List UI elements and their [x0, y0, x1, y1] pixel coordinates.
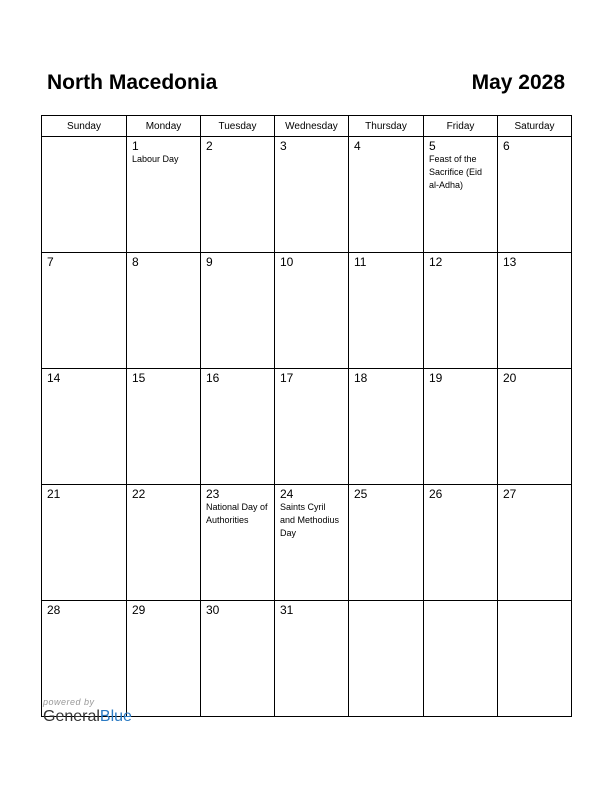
weekday-tuesday: Tuesday [201, 116, 275, 137]
week-row [42, 253, 572, 369]
day-cell [42, 485, 127, 601]
week-row [42, 485, 572, 601]
day-number: 28 [47, 603, 61, 617]
day-cell [127, 137, 201, 253]
day-cell [127, 253, 201, 369]
empty-day-cell [498, 601, 572, 717]
week-row [42, 369, 572, 485]
generalblue-logo [43, 708, 132, 726]
day-number: 26 [429, 487, 443, 501]
day-number: 12 [429, 255, 443, 269]
day-number: 14 [47, 371, 61, 385]
brand-blue: Blue [99, 708, 132, 725]
day-cell [424, 369, 498, 485]
day-number: 18 [354, 371, 368, 385]
day-cell [498, 369, 572, 485]
day-number: 29 [132, 603, 146, 617]
day-cell [42, 253, 127, 369]
day-cell [275, 253, 349, 369]
day-number: 10 [280, 255, 294, 269]
day-number: 2 [206, 139, 213, 153]
day-cell [424, 137, 498, 253]
day-number: 11 [354, 255, 367, 269]
day-number: 23 [206, 487, 220, 501]
month-year-title: May 2028 [471, 71, 565, 94]
day-cell [127, 369, 201, 485]
empty-day-cell [349, 601, 424, 717]
day-cell [424, 485, 498, 601]
day-number: 5 [429, 139, 436, 153]
weekday-monday: Monday [127, 116, 201, 137]
day-cell [127, 601, 201, 717]
day-number: 31 [280, 603, 294, 617]
day-number: 6 [503, 139, 510, 153]
day-cell [349, 137, 424, 253]
day-cell [498, 137, 572, 253]
weekday-header-row [42, 116, 572, 137]
empty-day-cell [424, 601, 498, 717]
day-number: 15 [132, 371, 146, 385]
day-cell [498, 253, 572, 369]
day-number: 4 [354, 139, 361, 153]
day-cell [349, 485, 424, 601]
weekday-wednesday: Wednesday [275, 116, 349, 137]
day-number: 24 [280, 487, 294, 501]
holiday-label: Labour Day [132, 154, 179, 164]
weekday-friday: Friday [424, 116, 498, 137]
day-number: 16 [206, 371, 220, 385]
day-number: 19 [429, 371, 443, 385]
powered-by-label: powered by [43, 697, 95, 707]
day-cell [275, 369, 349, 485]
day-cell [201, 253, 275, 369]
weekday-sunday: Sunday [42, 116, 127, 137]
day-number: 22 [132, 487, 146, 501]
country-title: North Macedonia [47, 71, 218, 94]
day-number: 20 [503, 371, 517, 385]
day-number: 9 [206, 255, 213, 269]
day-cell [42, 369, 127, 485]
day-cell [424, 253, 498, 369]
week-row [42, 137, 572, 253]
day-number: 25 [354, 487, 368, 501]
holiday-label: Saints Cyril and Methodius Day [280, 502, 340, 538]
day-number: 7 [47, 255, 54, 269]
holiday-label: Feast of the Sacrifice (Eid al-Adha) [429, 154, 483, 190]
holiday-label: National Day of Authorities [206, 502, 268, 525]
day-cell [201, 601, 275, 717]
day-cell [349, 253, 424, 369]
day-number: 3 [280, 139, 287, 153]
day-cell [201, 137, 275, 253]
day-number: 1 [132, 139, 139, 153]
weekday-thursday: Thursday [349, 116, 424, 137]
day-number: 13 [503, 255, 517, 269]
brand-general: General [43, 708, 100, 725]
day-cell [275, 601, 349, 717]
day-number: 8 [132, 255, 139, 269]
day-number: 17 [280, 371, 294, 385]
weekday-saturday: Saturday [498, 116, 572, 137]
calendar-grid [41, 115, 572, 717]
footer-branding [43, 697, 132, 726]
day-number: 21 [47, 487, 61, 501]
day-cell [201, 369, 275, 485]
day-number: 30 [206, 603, 220, 617]
day-cell [275, 485, 349, 601]
day-cell [127, 485, 201, 601]
empty-day-cell [42, 137, 127, 253]
day-cell [275, 137, 349, 253]
day-cell [498, 485, 572, 601]
day-cell [201, 485, 275, 601]
day-cell [349, 369, 424, 485]
day-number: 27 [503, 487, 517, 501]
